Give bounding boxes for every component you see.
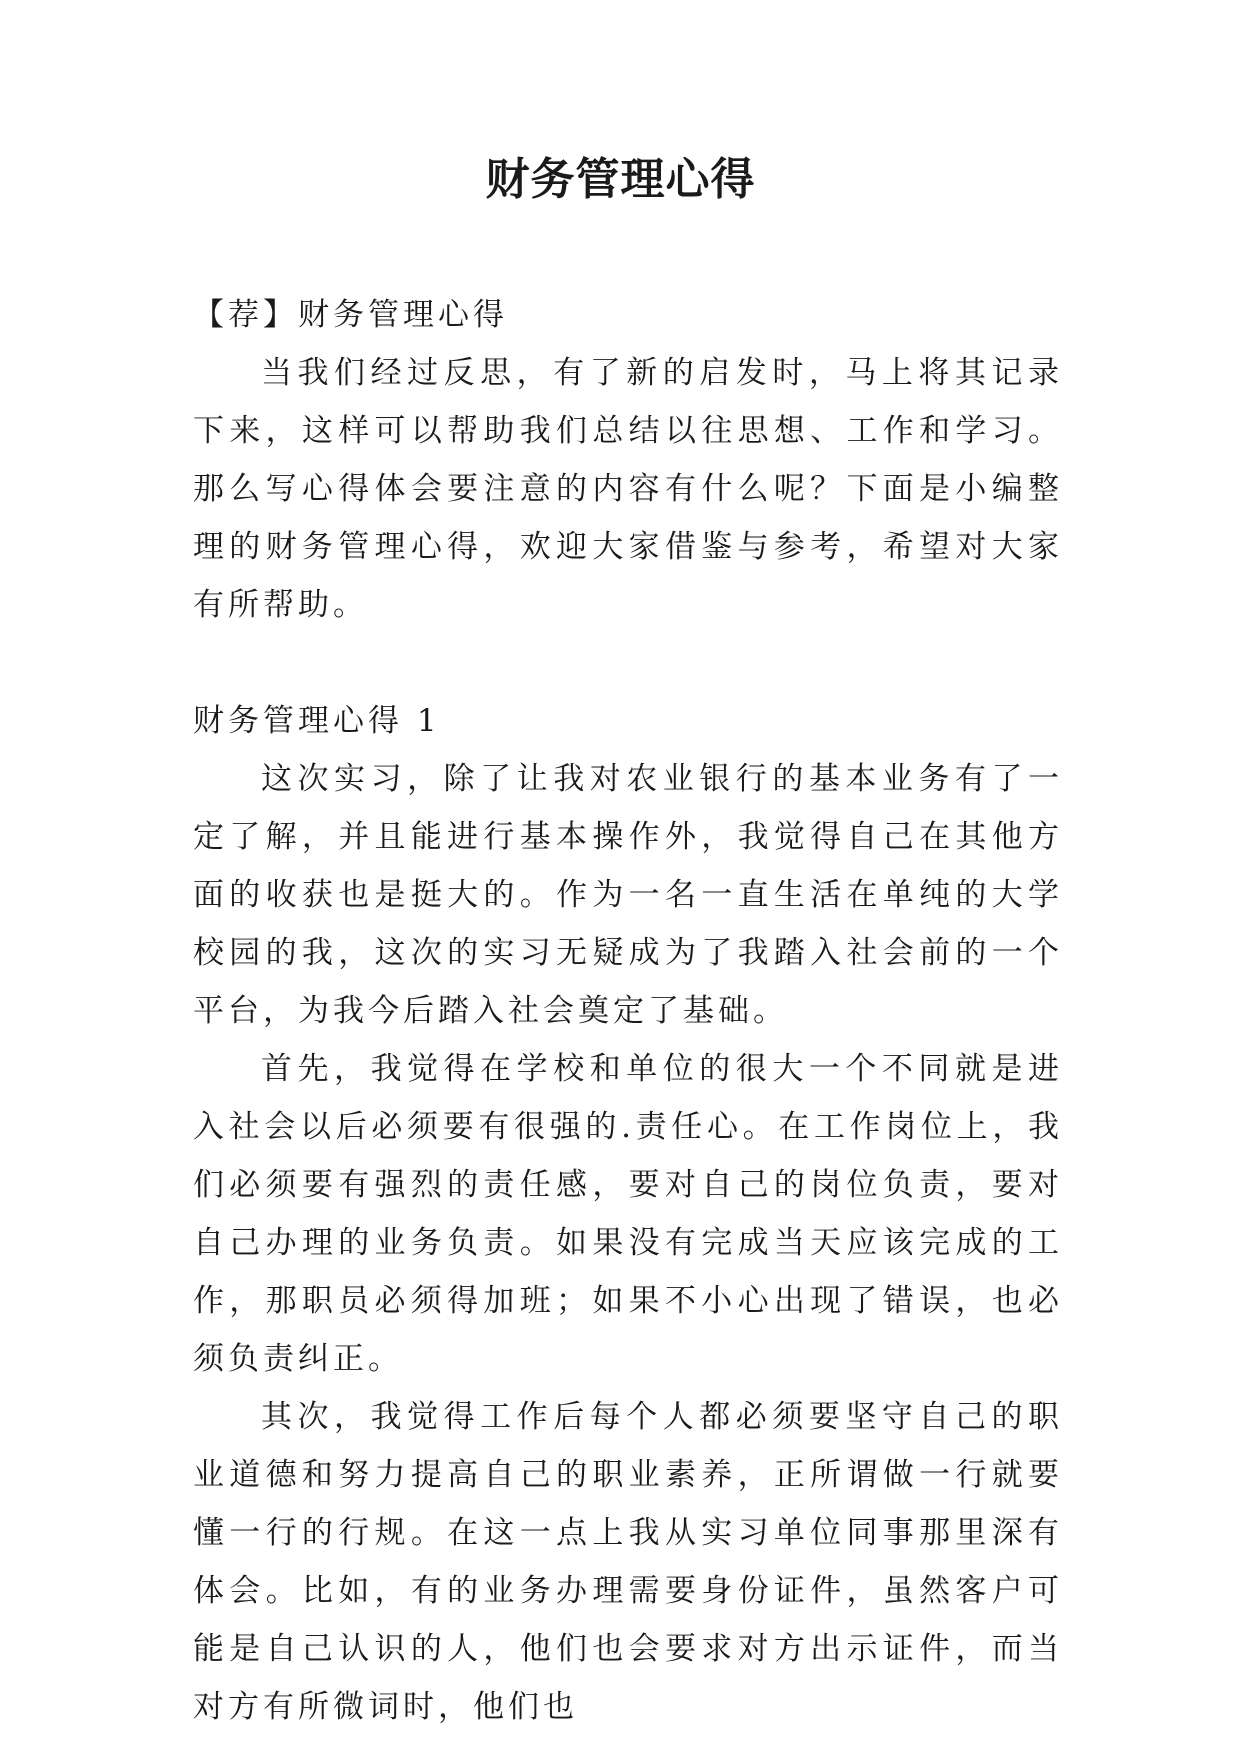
- body-paragraph-1: 这次实习，除了让我对农业银行的基本业务有了一定了解，并且能进行基本操作外，我觉得自己在其他方面的收获也是挺大的。作为一名一直生活在单纯的大学校园的我，这次的实习无疑成为了我踏入社会前的一个平台，为我今后踏入社会奠定了基础。: [193, 761, 1063, 1029]
- document-body: [193, 286, 1063, 1736]
- body-paragraph-3: 其次，我觉得工作后每个人都必须要坚守自己的职业道德和努力提高自己的职业素养，正所谓做一行就要懂一行的行规。在这一点上我从实习单位同事那里深有体会。比如，有的业务办理需要身份证件，虽然客户可能是自己认识的人，他们也会要求对方出示证件，而当对方有所微词时，他们也: [193, 1399, 1063, 1725]
- section-heading: 财务管理心得 1: [193, 703, 441, 739]
- body-paragraph-2: 首先，我觉得在学校和单位的很大一个不同就是进入社会以后必须要有很强的.责任心。在工作岗位上，我们必须要有强烈的责任感，要对自己的岗位负责，要对自己办理的业务负责。如果没有完成当天应该完成的工作，那职员必须得加班；如果不小心出现了错误，也必须负责纠正。: [193, 1051, 1063, 1377]
- recommend-line: 【荐】财务管理心得: [193, 297, 508, 333]
- document-title: 财务管理心得: [485, 154, 756, 205]
- intro-paragraph: 当我们经过反思，有了新的启发时，马上将其记录下来，这样可以帮助我们总结以往思想、工作和学习。那么写心得体会要注意的内容有什么呢？下面是小编整理的财务管理心得，欢迎大家借鉴与参考，希望对大家有所帮助。: [193, 355, 1063, 623]
